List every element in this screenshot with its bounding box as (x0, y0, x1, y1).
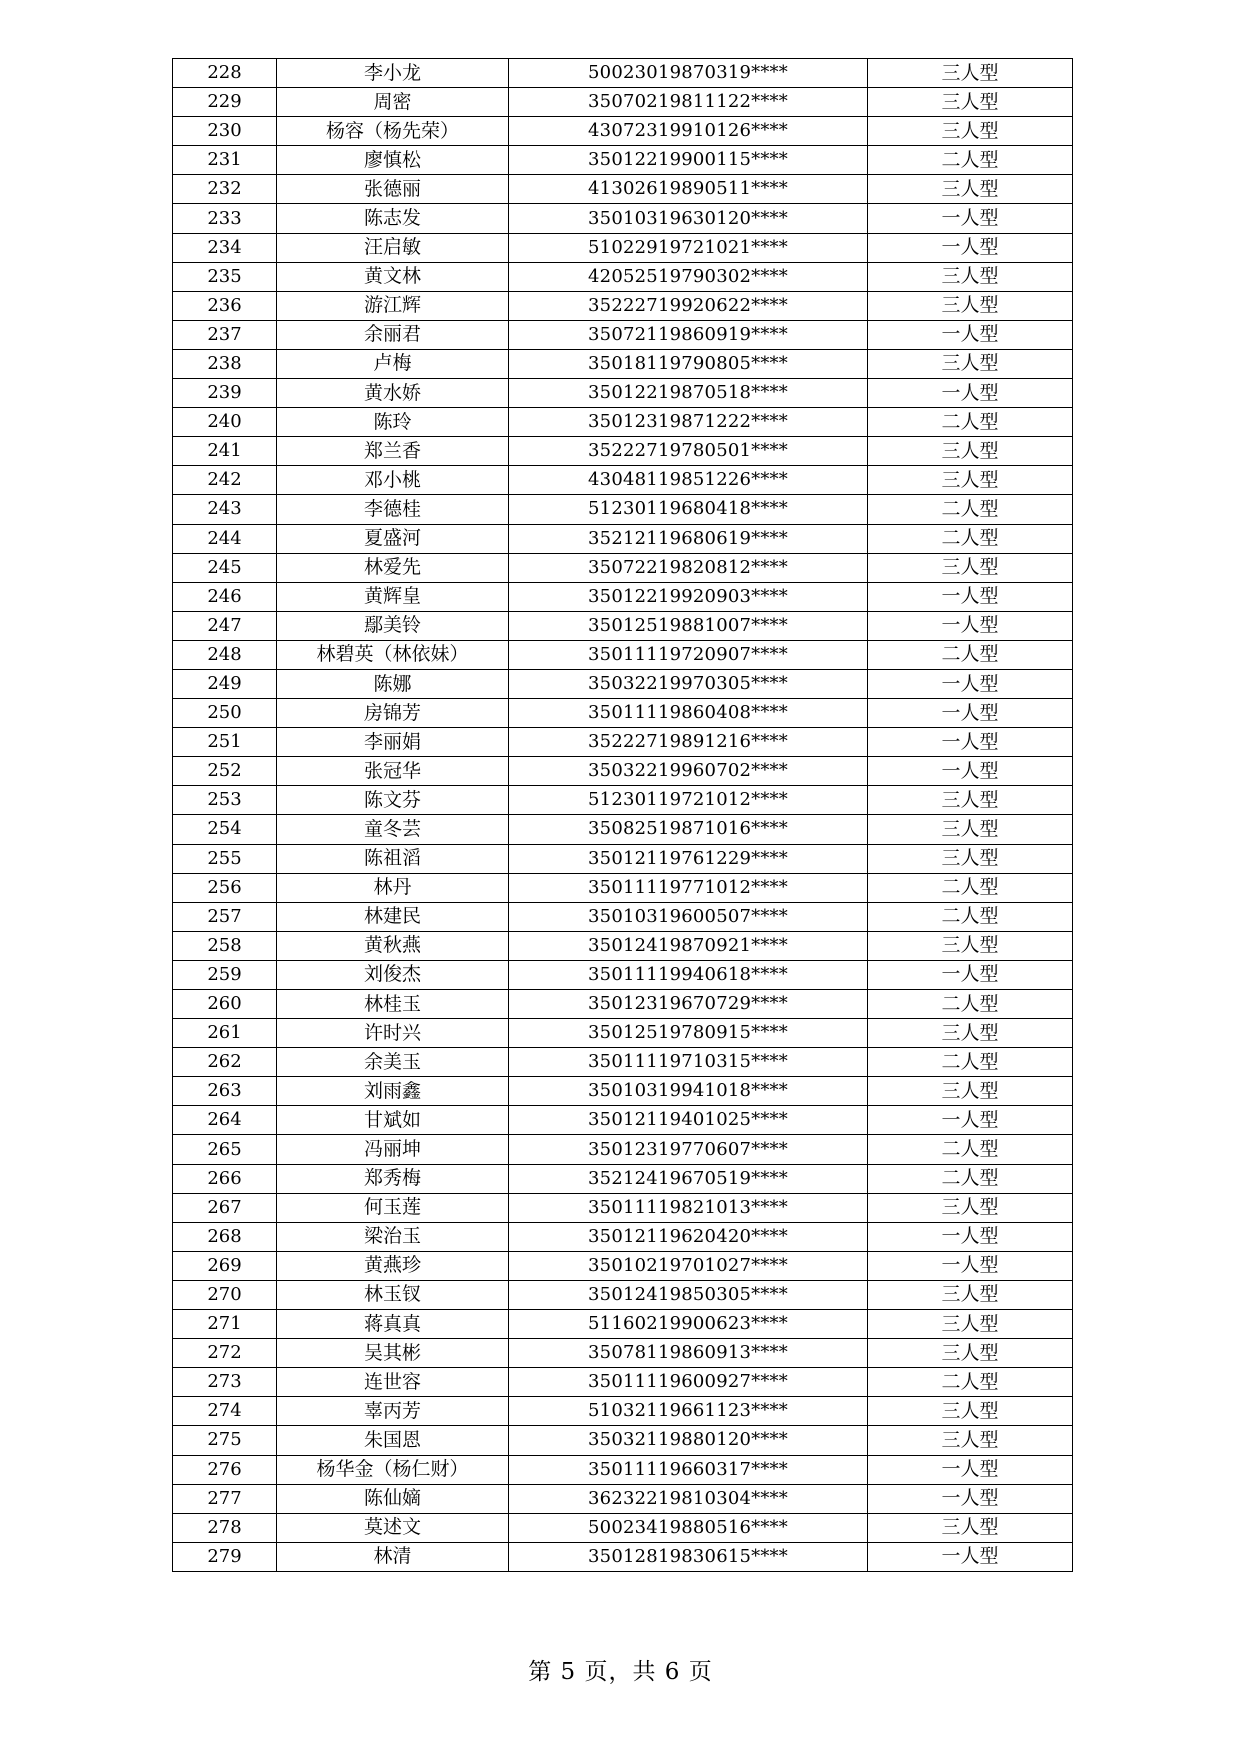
name-cell: 林清 (277, 1542, 509, 1571)
type-cell: 二人型 (868, 1048, 1073, 1077)
table-row (173, 582, 1073, 611)
name-cell: 李小龙 (277, 59, 509, 88)
name-cell: 夏盛河 (277, 524, 509, 553)
id-number-cell: 35010319630120**** (509, 204, 868, 233)
row-number: 272 (173, 1339, 277, 1368)
name-cell: 李丽娟 (277, 728, 509, 757)
id-number-cell: 35011119771012**** (509, 873, 868, 902)
name-cell: 林玉钗 (277, 1280, 509, 1309)
row-number: 243 (173, 495, 277, 524)
row-number: 228 (173, 59, 277, 88)
id-number-cell: 35032219960702**** (509, 757, 868, 786)
id-number-cell: 42052519790302**** (509, 262, 868, 291)
row-number: 244 (173, 524, 277, 553)
type-cell: 二人型 (868, 1164, 1073, 1193)
row-number: 273 (173, 1368, 277, 1397)
type-cell: 一人型 (868, 204, 1073, 233)
row-number: 247 (173, 611, 277, 640)
table-row (173, 1368, 1073, 1397)
name-cell: 陈玲 (277, 408, 509, 437)
row-number: 254 (173, 815, 277, 844)
type-cell: 一人型 (868, 960, 1073, 989)
type-cell: 一人型 (868, 1542, 1073, 1571)
id-number-cell: 35082519871016**** (509, 815, 868, 844)
row-number: 249 (173, 669, 277, 698)
table-row (173, 204, 1073, 233)
table-row (173, 815, 1073, 844)
name-cell: 陈文芬 (277, 786, 509, 815)
type-cell: 三人型 (868, 437, 1073, 466)
name-cell: 游江辉 (277, 291, 509, 320)
row-number: 252 (173, 757, 277, 786)
name-cell: 郑秀梅 (277, 1164, 509, 1193)
table-row (173, 291, 1073, 320)
id-number-cell: 35070219811122**** (509, 88, 868, 117)
table-row (173, 349, 1073, 378)
name-cell: 林丹 (277, 873, 509, 902)
name-cell: 连世容 (277, 1368, 509, 1397)
type-cell: 三人型 (868, 117, 1073, 146)
row-number: 253 (173, 786, 277, 815)
table-row (173, 931, 1073, 960)
id-number-cell: 35012219900115**** (509, 146, 868, 175)
type-cell: 三人型 (868, 931, 1073, 960)
name-cell: 朱国恩 (277, 1426, 509, 1455)
id-number-cell: 35011119720907**** (509, 640, 868, 669)
type-cell: 一人型 (868, 582, 1073, 611)
row-number: 276 (173, 1455, 277, 1484)
row-number: 274 (173, 1397, 277, 1426)
type-cell: 一人型 (868, 1106, 1073, 1135)
id-number-cell: 35012219870518**** (509, 379, 868, 408)
row-number: 235 (173, 262, 277, 291)
name-cell: 何玉莲 (277, 1193, 509, 1222)
type-cell: 三人型 (868, 1019, 1073, 1048)
type-cell: 三人型 (868, 1397, 1073, 1426)
row-number: 267 (173, 1193, 277, 1222)
row-number: 257 (173, 902, 277, 931)
name-cell: 蒋真真 (277, 1310, 509, 1339)
row-number: 279 (173, 1542, 277, 1571)
id-number-cell: 50023419880516**** (509, 1513, 868, 1542)
type-cell: 一人型 (868, 1484, 1073, 1513)
type-cell: 三人型 (868, 175, 1073, 204)
row-number: 264 (173, 1106, 277, 1135)
table-row (173, 786, 1073, 815)
table-row (173, 117, 1073, 146)
name-cell: 廖慎松 (277, 146, 509, 175)
name-cell: 黄水娇 (277, 379, 509, 408)
name-cell: 黄秋燕 (277, 931, 509, 960)
type-cell: 二人型 (868, 873, 1073, 902)
name-cell: 吴其彬 (277, 1339, 509, 1368)
name-cell: 梁治玉 (277, 1222, 509, 1251)
name-cell: 甘斌如 (277, 1106, 509, 1135)
type-cell: 三人型 (868, 59, 1073, 88)
name-cell: 林碧英（林依妹） (277, 640, 509, 669)
type-cell: 二人型 (868, 524, 1073, 553)
id-number-cell: 35010219701027**** (509, 1251, 868, 1280)
table-row (173, 699, 1073, 728)
table-body (173, 59, 1073, 1572)
row-number: 259 (173, 960, 277, 989)
table-row (173, 1455, 1073, 1484)
row-number: 255 (173, 844, 277, 873)
type-cell: 二人型 (868, 902, 1073, 931)
type-cell: 三人型 (868, 1310, 1073, 1339)
id-number-cell: 35012319871222**** (509, 408, 868, 437)
name-cell: 杨容（杨先荣） (277, 117, 509, 146)
row-number: 230 (173, 117, 277, 146)
type-cell: 三人型 (868, 844, 1073, 873)
id-number-cell: 35212419670519**** (509, 1164, 868, 1193)
row-number: 237 (173, 320, 277, 349)
row-number: 261 (173, 1019, 277, 1048)
id-number-cell: 35011119660317**** (509, 1455, 868, 1484)
row-number: 250 (173, 699, 277, 728)
table-row (173, 990, 1073, 1019)
row-number: 269 (173, 1251, 277, 1280)
row-number: 260 (173, 990, 277, 1019)
table-row (173, 873, 1073, 902)
name-cell: 林爱先 (277, 553, 509, 582)
row-number: 251 (173, 728, 277, 757)
name-cell: 黄文林 (277, 262, 509, 291)
table-row (173, 379, 1073, 408)
table-row (173, 437, 1073, 466)
id-number-cell: 35012419870921**** (509, 931, 868, 960)
row-number: 263 (173, 1077, 277, 1106)
row-number: 262 (173, 1048, 277, 1077)
type-cell: 三人型 (868, 786, 1073, 815)
type-cell: 一人型 (868, 1455, 1073, 1484)
type-cell: 一人型 (868, 669, 1073, 698)
table-row (173, 1193, 1073, 1222)
id-number-cell: 35010319941018**** (509, 1077, 868, 1106)
type-cell: 二人型 (868, 408, 1073, 437)
id-number-cell: 35011119821013**** (509, 1193, 868, 1222)
table-row (173, 1048, 1073, 1077)
name-cell: 陈祖滔 (277, 844, 509, 873)
type-cell: 二人型 (868, 990, 1073, 1019)
row-number: 270 (173, 1280, 277, 1309)
name-cell: 冯丽坤 (277, 1135, 509, 1164)
table-row (173, 611, 1073, 640)
type-cell: 三人型 (868, 262, 1073, 291)
table-row (173, 1106, 1073, 1135)
type-cell: 一人型 (868, 757, 1073, 786)
name-cell: 林建民 (277, 902, 509, 931)
type-cell: 二人型 (868, 146, 1073, 175)
row-number: 275 (173, 1426, 277, 1455)
name-cell: 汪启敏 (277, 233, 509, 262)
name-cell: 杨华金（杨仁财） (277, 1455, 509, 1484)
id-number-cell: 35012119761229**** (509, 844, 868, 873)
id-number-cell: 36232219810304**** (509, 1484, 868, 1513)
type-cell: 二人型 (868, 1368, 1073, 1397)
table-row (173, 1019, 1073, 1048)
id-number-cell: 35072119860919**** (509, 320, 868, 349)
row-number: 233 (173, 204, 277, 233)
name-cell: 陈仙嫡 (277, 1484, 509, 1513)
row-number: 246 (173, 582, 277, 611)
table-row (173, 262, 1073, 291)
id-number-cell: 35010319600507**** (509, 902, 868, 931)
id-number-cell: 35012419850305**** (509, 1280, 868, 1309)
type-cell: 三人型 (868, 291, 1073, 320)
table-row (173, 757, 1073, 786)
type-cell: 二人型 (868, 495, 1073, 524)
table-row (173, 728, 1073, 757)
id-number-cell: 35012319770607**** (509, 1135, 868, 1164)
table-row (173, 1164, 1073, 1193)
row-number: 258 (173, 931, 277, 960)
name-cell: 卢梅 (277, 349, 509, 378)
table-row (173, 146, 1073, 175)
table-row (173, 320, 1073, 349)
name-cell: 鄢美铃 (277, 611, 509, 640)
row-number: 277 (173, 1484, 277, 1513)
table-row (173, 1310, 1073, 1339)
row-number: 242 (173, 466, 277, 495)
type-cell: 一人型 (868, 1222, 1073, 1251)
id-number-cell: 35012119401025**** (509, 1106, 868, 1135)
page-footer: 第 5 页，共 6 页 (528, 1659, 713, 1685)
type-cell: 三人型 (868, 1280, 1073, 1309)
table-row (173, 1251, 1073, 1280)
id-number-cell: 35012319670729**** (509, 990, 868, 1019)
type-cell: 三人型 (868, 349, 1073, 378)
table-row (173, 233, 1073, 262)
row-number: 238 (173, 349, 277, 378)
name-cell: 邓小桃 (277, 466, 509, 495)
id-number-cell: 43072319910126**** (509, 117, 868, 146)
name-cell: 刘俊杰 (277, 960, 509, 989)
name-cell: 李德桂 (277, 495, 509, 524)
row-number: 268 (173, 1222, 277, 1251)
table-row (173, 466, 1073, 495)
name-cell: 余美玉 (277, 1048, 509, 1077)
type-cell: 一人型 (868, 611, 1073, 640)
row-number: 232 (173, 175, 277, 204)
name-cell: 张冠华 (277, 757, 509, 786)
type-cell: 三人型 (868, 1426, 1073, 1455)
type-cell: 一人型 (868, 1251, 1073, 1280)
id-number-cell: 35032119880120**** (509, 1426, 868, 1455)
id-number-cell: 35012519881007**** (509, 611, 868, 640)
id-number-cell: 51160219900623**** (509, 1310, 868, 1339)
id-number-cell: 35222719891216**** (509, 728, 868, 757)
name-cell: 辜丙芳 (277, 1397, 509, 1426)
household-table (172, 58, 1073, 1572)
row-number: 239 (173, 379, 277, 408)
row-number: 256 (173, 873, 277, 902)
type-cell: 三人型 (868, 815, 1073, 844)
name-cell: 周密 (277, 88, 509, 117)
id-number-cell: 35011119940618**** (509, 960, 868, 989)
table-row (173, 553, 1073, 582)
type-cell: 三人型 (868, 88, 1073, 117)
id-number-cell: 35012119620420**** (509, 1222, 868, 1251)
name-cell: 房锦芳 (277, 699, 509, 728)
table-row (173, 1513, 1073, 1542)
name-cell: 陈志发 (277, 204, 509, 233)
table-row (173, 1397, 1073, 1426)
table-row (173, 1077, 1073, 1106)
type-cell: 一人型 (868, 233, 1073, 262)
id-number-cell: 51022919721021**** (509, 233, 868, 262)
table-row (173, 640, 1073, 669)
table-row (173, 1542, 1073, 1571)
row-number: 278 (173, 1513, 277, 1542)
id-number-cell: 41302619890511**** (509, 175, 868, 204)
table-row (173, 495, 1073, 524)
id-number-cell: 35222719780501**** (509, 437, 868, 466)
name-cell: 陈娜 (277, 669, 509, 698)
type-cell: 三人型 (868, 1193, 1073, 1222)
table-row (173, 960, 1073, 989)
row-number: 266 (173, 1164, 277, 1193)
id-number-cell: 35012519780915**** (509, 1019, 868, 1048)
type-cell: 一人型 (868, 320, 1073, 349)
row-number: 265 (173, 1135, 277, 1164)
id-number-cell: 35011119710315**** (509, 1048, 868, 1077)
table-row (173, 408, 1073, 437)
id-number-cell: 35012819830615**** (509, 1542, 868, 1571)
type-cell: 三人型 (868, 553, 1073, 582)
id-number-cell: 35018119790805**** (509, 349, 868, 378)
table-row (173, 524, 1073, 553)
table-row (173, 902, 1073, 931)
table-row (173, 175, 1073, 204)
name-cell: 许时兴 (277, 1019, 509, 1048)
type-cell: 三人型 (868, 1339, 1073, 1368)
type-cell: 三人型 (868, 466, 1073, 495)
name-cell: 刘雨鑫 (277, 1077, 509, 1106)
table-row (173, 1426, 1073, 1455)
row-number: 229 (173, 88, 277, 117)
id-number-cell: 35222719920622**** (509, 291, 868, 320)
row-number: 271 (173, 1310, 277, 1339)
table-row (173, 844, 1073, 873)
id-number-cell: 51230119721012**** (509, 786, 868, 815)
table-row (173, 88, 1073, 117)
type-cell: 二人型 (868, 1135, 1073, 1164)
id-number-cell: 51230119680418**** (509, 495, 868, 524)
table-row (173, 1484, 1073, 1513)
type-cell: 三人型 (868, 1513, 1073, 1542)
table-row (173, 1222, 1073, 1251)
id-number-cell: 35032219970305**** (509, 669, 868, 698)
id-number-cell: 50023019870319**** (509, 59, 868, 88)
id-number-cell: 35012219920903**** (509, 582, 868, 611)
type-cell: 三人型 (868, 1077, 1073, 1106)
table-row (173, 1339, 1073, 1368)
row-number: 236 (173, 291, 277, 320)
table-row (173, 1280, 1073, 1309)
id-number-cell: 51032119661123**** (509, 1397, 868, 1426)
row-number: 248 (173, 640, 277, 669)
id-number-cell: 35011119860408**** (509, 699, 868, 728)
row-number: 245 (173, 553, 277, 582)
row-number: 231 (173, 146, 277, 175)
id-number-cell: 43048119851226**** (509, 466, 868, 495)
table-row (173, 669, 1073, 698)
id-number-cell: 35078119860913**** (509, 1339, 868, 1368)
name-cell: 张德丽 (277, 175, 509, 204)
id-number-cell: 35072219820812**** (509, 553, 868, 582)
row-number: 240 (173, 408, 277, 437)
id-number-cell: 35011119600927**** (509, 1368, 868, 1397)
name-cell: 郑兰香 (277, 437, 509, 466)
type-cell: 一人型 (868, 379, 1073, 408)
row-number: 241 (173, 437, 277, 466)
type-cell: 二人型 (868, 640, 1073, 669)
table-row (173, 59, 1073, 88)
name-cell: 黄燕珍 (277, 1251, 509, 1280)
type-cell: 一人型 (868, 699, 1073, 728)
row-number: 234 (173, 233, 277, 262)
type-cell: 一人型 (868, 728, 1073, 757)
name-cell: 黄辉皇 (277, 582, 509, 611)
name-cell: 林桂玉 (277, 990, 509, 1019)
id-number-cell: 35212119680619**** (509, 524, 868, 553)
table-row (173, 1135, 1073, 1164)
name-cell: 余丽君 (277, 320, 509, 349)
name-cell: 童冬芸 (277, 815, 509, 844)
name-cell: 莫述文 (277, 1513, 509, 1542)
